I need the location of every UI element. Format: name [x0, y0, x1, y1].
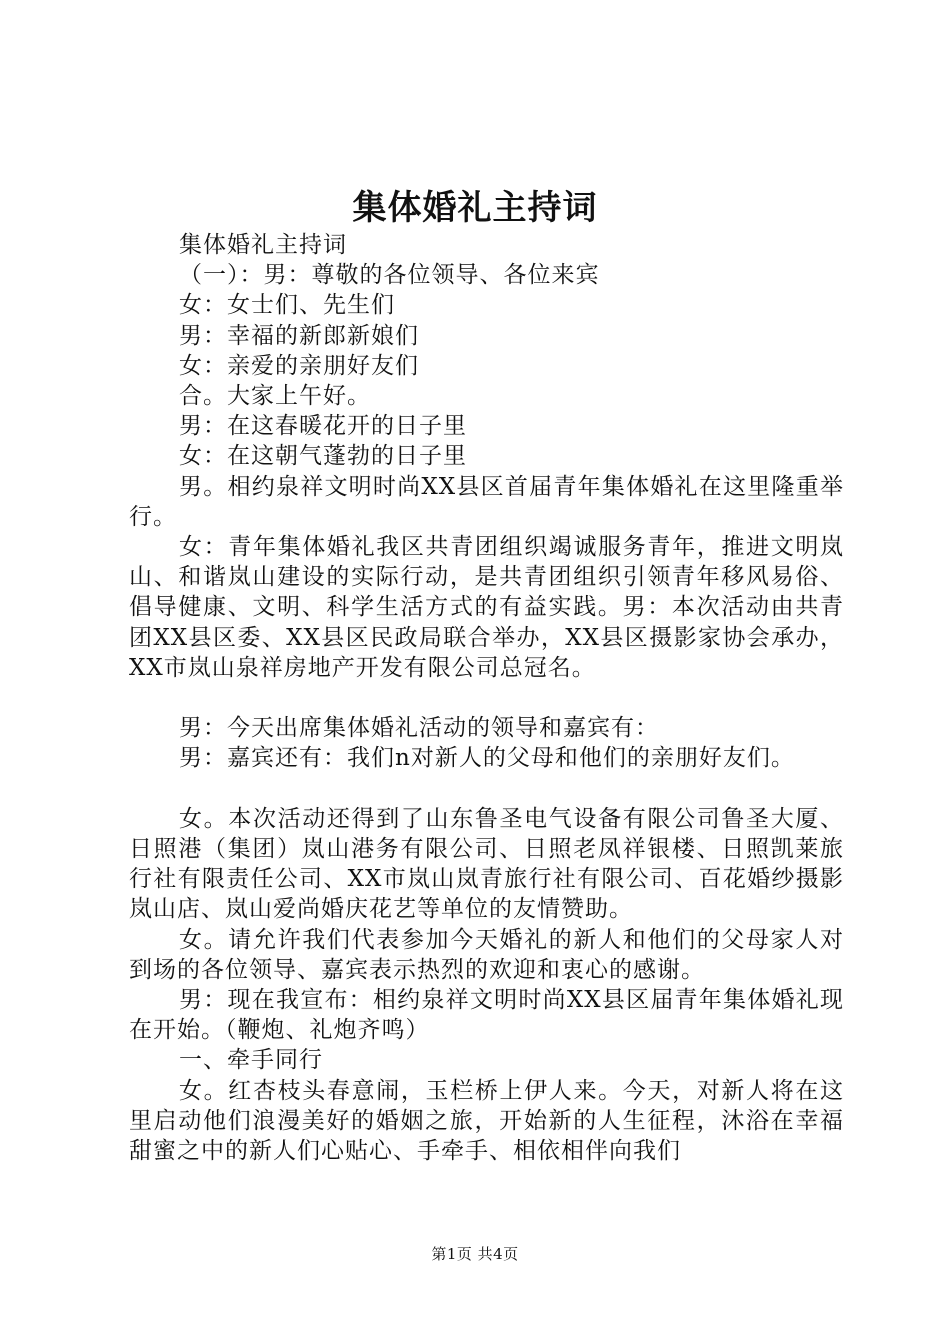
paragraph: 女。本次活动还得到了山东鲁圣电气设备有限公司鲁圣大厦、日照港（集团）岚山港务有限公司、日照老凤祥银楼、日照凯莱旅行社有限责任公司、XX市岚山岚青旅行社有限公司、百花婚纱摄影岚山店、岚山爱尚婚庆花艺等单位的友情赞助。	[129, 805, 844, 923]
paragraph: 女：在这朝气蓬勃的日子里	[179, 443, 467, 470]
paragraph: 女：亲爱的亲朋好友们	[179, 352, 419, 379]
page-footer: 第1页 共4页	[431, 1245, 519, 1263]
blank-line	[129, 683, 844, 713]
paragraph: 男。相约泉祥文明时尚XX县区首届青年集体婚礼在这里隆重举行。	[129, 473, 844, 530]
paragraph: （一）：男：尊敬的各位领导、各位来宾	[179, 262, 600, 289]
paragraph: 男：现在我宣布：相约泉祥文明时尚XX县区届青年集体婚礼现在开始。（鞭炮、礼炮齐鸣）	[129, 987, 844, 1044]
document-title: 集体婚礼主持词	[352, 188, 598, 228]
paragraph: 女：青年集体婚礼我区共青团组织竭诚服务青年，推进文明岚山、和谐岚山建设的实际行动，是共青团组织引领青年移风易俗、倡导健康、文明、科学生活方式的有益实践。男：本次活动由共青团XX县区委、XX县区民政局联合举办，XX县区摄影家协会承办，XX市岚山泉祥房地产开发有限公司总冠名。	[129, 534, 844, 681]
paragraph: 合。大家上午好。	[179, 383, 371, 410]
paragraph: 集体婚礼主持词	[179, 232, 347, 258]
paragraph: 男：嘉宾还有：我们n对新人的父母和他们的亲朋好友们。	[179, 745, 795, 772]
paragraph: 男：在这春暖花开的日子里	[179, 413, 467, 440]
blank-line	[129, 774, 844, 804]
document-body	[129, 230, 844, 1166]
paragraph: 女。红杏枝头春意闹，玉栏桥上伊人来。今天，对新人将在这里启动他们浪漫美好的婚姻之旅，开始新的人生征程，沐浴在幸福甜蜜之中的新人们心贴心、手牵手、相依相伴向我们	[129, 1077, 844, 1165]
paragraph: 女：女士们、先生们	[179, 292, 395, 319]
paragraph: 男：幸福的新郎新娘们	[179, 322, 419, 349]
paragraph: 女。请允许我们代表参加今天婚礼的新人和他们的父母家人对到场的各位领导、嘉宾表示热烈的欢迎和衷心的感谢。	[129, 926, 844, 983]
paragraph: 一、牵手同行	[179, 1047, 323, 1074]
paragraph: 男：今天出席集体婚礼活动的领导和嘉宾有：	[179, 715, 659, 742]
